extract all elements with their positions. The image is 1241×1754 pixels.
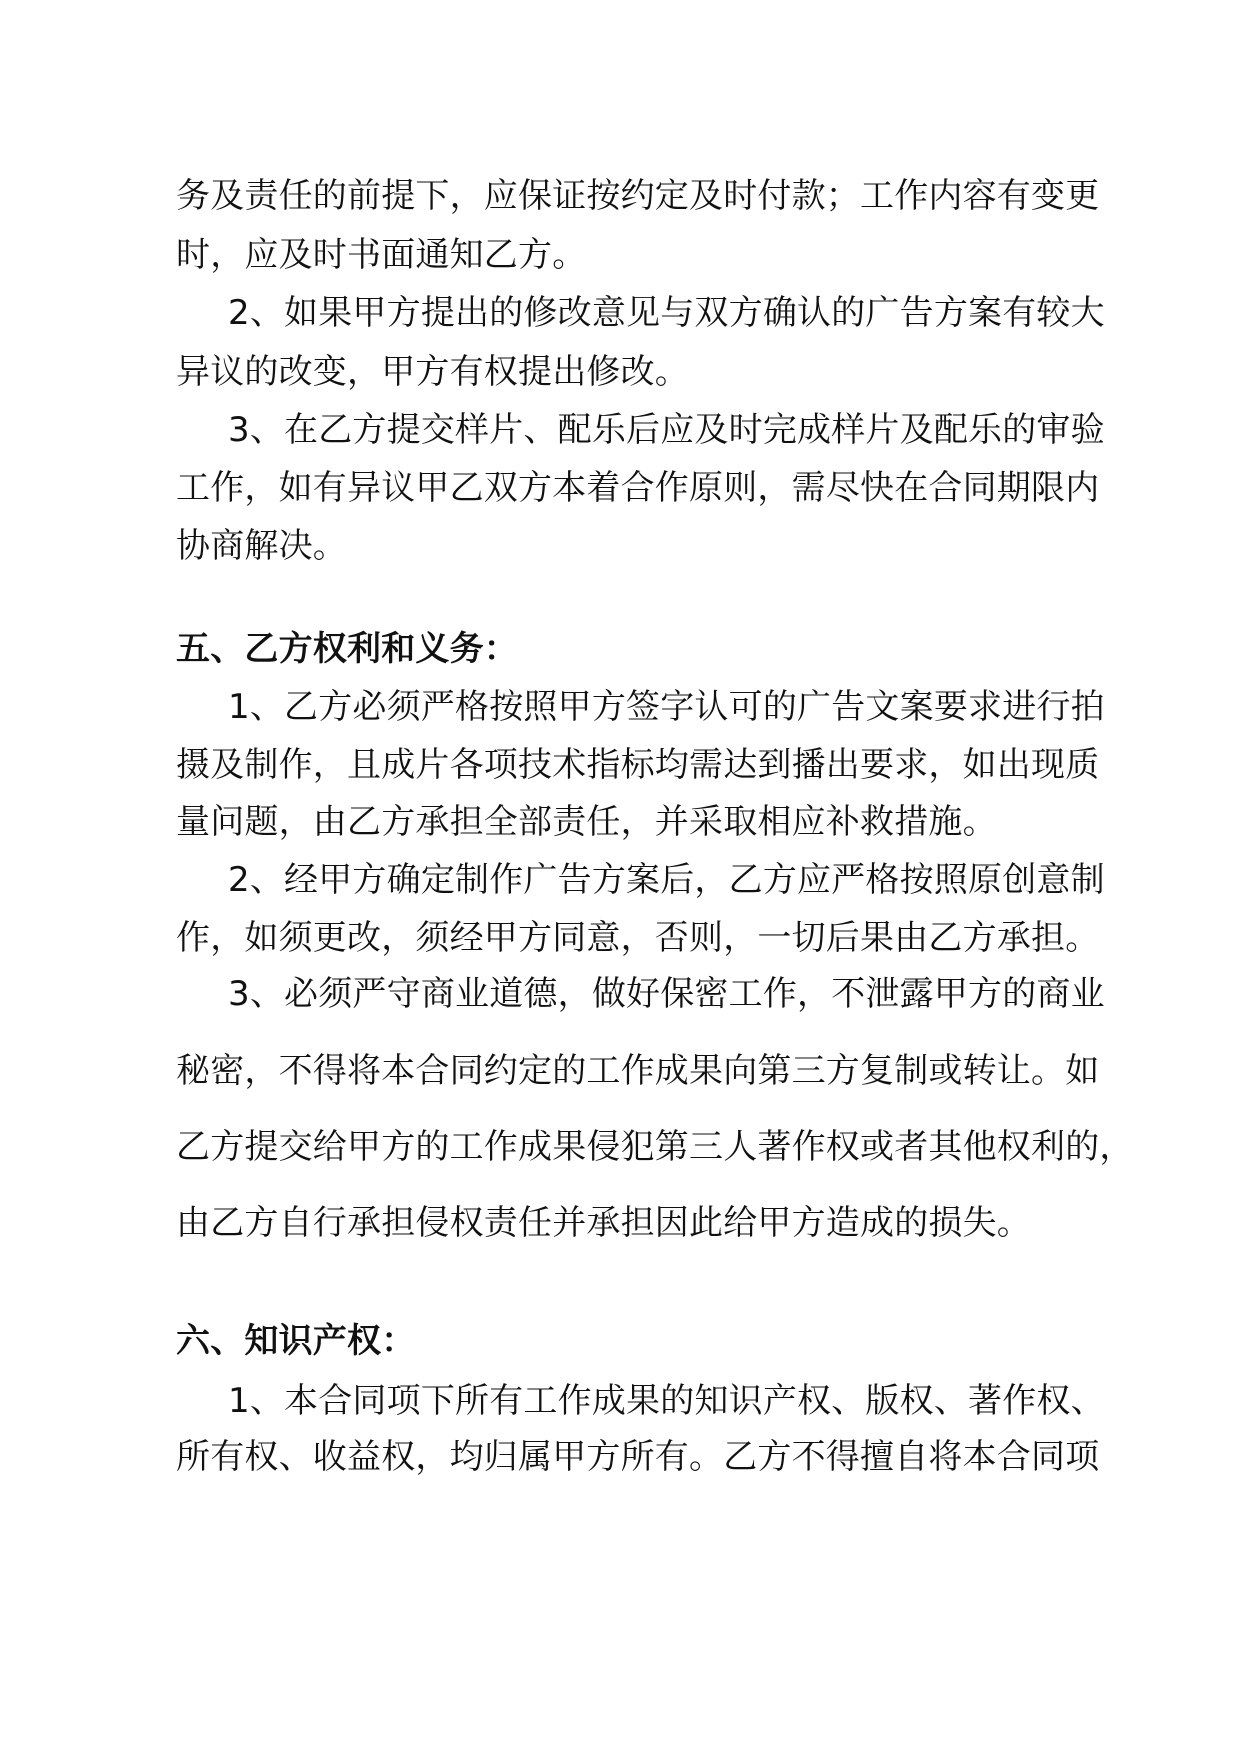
clause-text-line: 3、在乙方提交样片、配乐后应及时完成样片及配乐的审验 (228, 410, 1105, 450)
body-text-line: 量问题，由乙方承担全部责任，并采取相应补救措施。 (176, 802, 997, 842)
body-text-line: 由乙方自行承担侵权责任并承担因此给甲方造成的损失。 (176, 1203, 1031, 1243)
section-heading: 六、知识产权： (176, 1321, 416, 1361)
clause-text-line: 1、乙方必须严格按照甲方签字认可的广告文案要求进行拍 (228, 687, 1105, 727)
clause-text-line: 3、必须严守商业道德，做好保密工作，不泄露甲方的商业 (228, 974, 1105, 1014)
body-text-line: 协商解决。 (176, 526, 347, 566)
body-text-line: 摄及制作，且成片各项技术指标均需达到播出要求，如出现质 (176, 745, 1100, 785)
section-heading: 五、乙方权利和义务： (176, 629, 518, 669)
body-text-line: 异议的改变，甲方有权提出修改。 (176, 352, 689, 392)
body-text-line: 乙方提交给甲方的工作成果侵犯第三人著作权或者其他权利的， (176, 1127, 1134, 1167)
clause-text-line: 1、本合同项下所有工作成果的知识产权、版权、著作权、 (228, 1381, 1105, 1421)
body-text-line: 务及责任的前提下，应保证按约定及时付款；工作内容有变更 (176, 176, 1100, 216)
clause-text-line: 2、如果甲方提出的修改意见与双方确认的广告方案有较大 (228, 293, 1105, 333)
body-text-line: 工作，如有异议甲乙双方本着合作原则，需尽快在合同期限内 (176, 468, 1100, 508)
clause-text-line: 2、经甲方确定制作广告方案后，乙方应严格按照原创意制 (228, 860, 1105, 900)
body-text-line: 所有权、收益权，均归属甲方所有。乙方不得擅自将本合同项 (176, 1437, 1100, 1477)
body-text-line: 秘密，不得将本合同约定的工作成果向第三方复制或转让。如 (176, 1051, 1100, 1091)
body-text-line: 时，应及时书面通知乙方。 (176, 235, 587, 275)
body-text-line: 作，如须更改，须经甲方同意，否则，一切后果由乙方承担。 (176, 918, 1100, 958)
